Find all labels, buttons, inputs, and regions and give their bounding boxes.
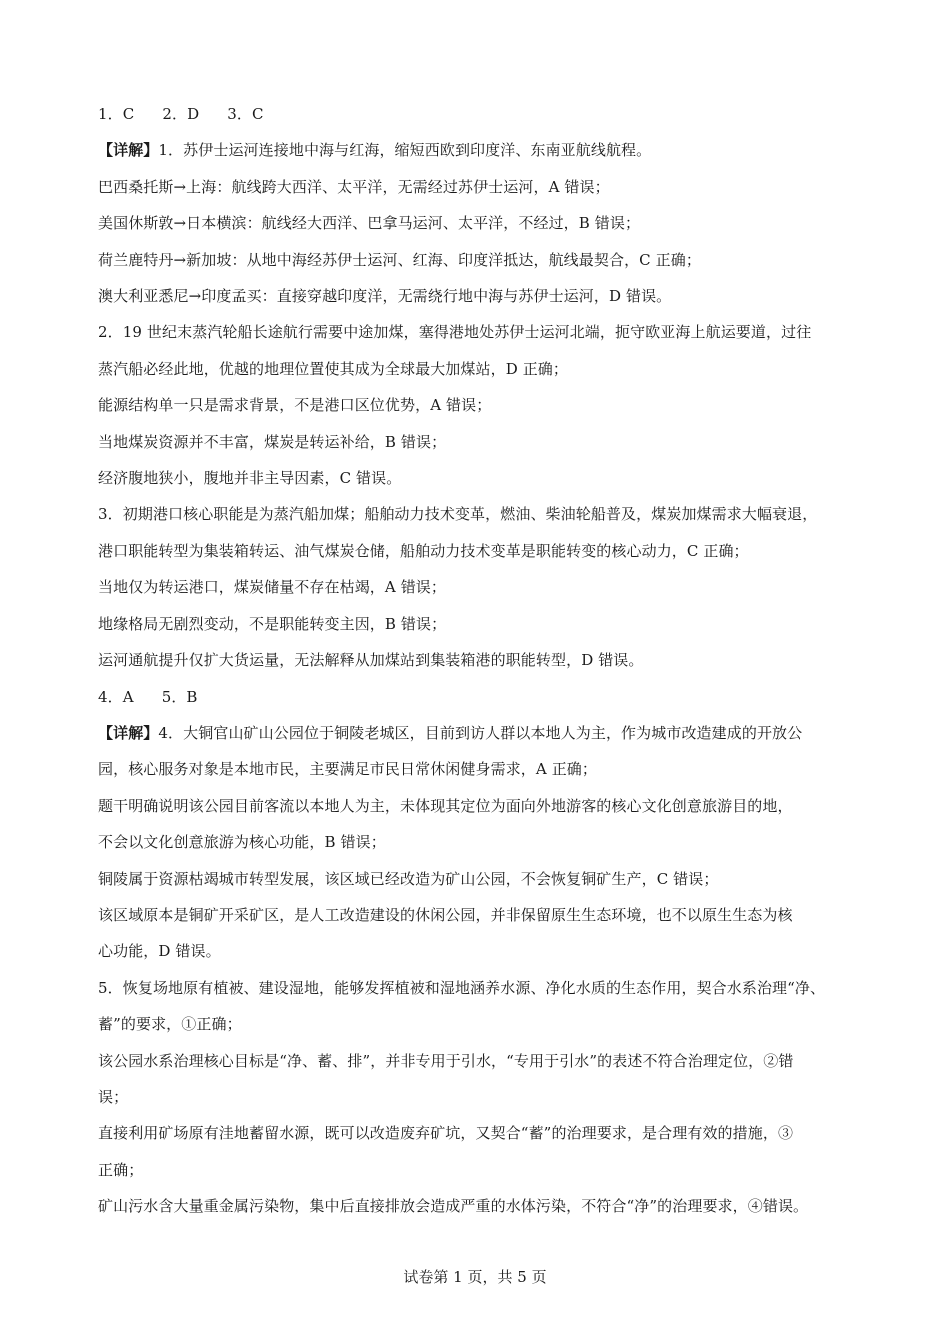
answer-row-2: [98, 679, 858, 715]
text-line: 能源结构单一只是需求背景，不是港口区位优势，A 错误；: [98, 396, 492, 415]
text-line: 铜陵属于资源枯竭城市转型发展，该区域已经改造为矿山公园，不会恢复铜矿生产，C 错误；: [98, 869, 719, 888]
text-line: 心功能，D 错误。: [98, 942, 221, 961]
text-line: 经济腹地狭小，腹地并非主导因素，C 错误。: [98, 469, 402, 488]
text-line: 5．恢复场地原有植被、建设湿地，能够发挥植被和湿地涵养水源、净化水质的生态作用，契合水系治理“净、: [98, 978, 826, 997]
answer-row-1: [98, 96, 858, 132]
answer-1: 1．C: [98, 105, 135, 123]
text-line: 巴西桑托斯→上海：航线跨大西洋、太平洋，无需经过苏伊士运河，A 错误；: [98, 177, 610, 196]
document-body: [98, 96, 858, 1225]
text-line: 1．苏伊士运河连接地中海与红海，缩短西欧到印度洋、东南亚航线航程。: [158, 141, 652, 160]
text-line: 该公园水系治理核心目标是“净、蓄、排”，并非专用于引水，“专用于引水”的表述不符合治理定位，②错: [98, 1051, 794, 1070]
answer-2: 2．D: [162, 105, 200, 123]
text-line: 荷兰鹿特丹→新加坡：从地中海经苏伊士运河、红海、印度洋抵达，航线最契合，C 正确；: [98, 250, 701, 269]
answer-4: 4．A: [98, 687, 134, 706]
detail-tag: 【详解】: [98, 141, 159, 160]
text-line: 蓄”的要求，①正确；: [98, 1015, 242, 1034]
text-line: 当地仅为转运港口，煤炭储量不存在枯竭，A 错误；: [98, 578, 447, 597]
text-line: 澳大利亚悉尼→印度孟买：直接穿越印度洋，无需绕行地中海与苏伊士运河，D 错误。: [98, 287, 672, 306]
page-footer: 试卷第 1 页，共 5 页: [403, 1268, 547, 1286]
text-line: 港口职能转型为集装箱转运、油气煤炭仓储，船舶动力技术变革是职能转变的核心动力，C 正确；: [98, 541, 749, 560]
text-line: 4．大铜官山矿山公园位于铜陵老城区，目前到访人群以本地人为主，作为城市改造建成的开放公: [158, 723, 803, 742]
text-line: 正确；: [98, 1160, 144, 1179]
text-line: 不会以文化创意旅游为核心功能，B 错误；: [98, 833, 386, 852]
text-line: 题干明确说明该公园目前客流以本地人为主，未体现其定位为面向外地游客的核心文化创意旅游目的地，: [98, 796, 793, 815]
text-line: 该区域原本是铜矿开采矿区，是人工改造建设的休闲公园，并非保留原生生态环境，也不以原生生态为核: [98, 905, 793, 924]
text-line: 地缘格局无剧烈变动，不是职能转变主因，B 错误；: [98, 614, 447, 633]
text-line: 美国休斯敦→日本横滨：航线经大西洋、巴拿马运河、太平洋，不经过，B 错误；: [98, 214, 641, 233]
text-line: 矿山污水含大量重金属污染物，集中后直接排放会造成严重的水体污染，不符合“净”的治理要求，④错误。: [98, 1197, 809, 1216]
text-line: 直接利用矿场原有洼地蓄留水源，既可以改造废弃矿坑，又契合“蓄”的治理要求，是合理有效的措施，③: [98, 1124, 794, 1143]
text-line: 园，核心服务对象是本地市民，主要满足市民日常休闲健身需求，A 正确；: [98, 760, 598, 779]
detail-paragraph: [98, 715, 858, 751]
detail-paragraph: [98, 132, 858, 168]
text-line: 误；: [98, 1087, 129, 1106]
text-line: 蒸汽船必经此地，优越的地理位置使其成为全球最大加煤站，D 正确；: [98, 359, 568, 378]
text-line: 当地煤炭资源并不丰富，煤炭是转运补给，B 错误；: [98, 432, 447, 451]
detail-tag: 【详解】: [98, 723, 159, 742]
text-line: 2．19 世纪末蒸汽轮船长途航行需要中途加煤，塞得港地处苏伊士运河北端，扼守欧亚海上航运要道，过往: [98, 323, 812, 342]
text-line: 运河通航提升仅扩大货运量，无法解释从加煤站到集装箱港的职能转型，D 错误。: [98, 651, 644, 670]
answer-5: 5．B: [161, 687, 198, 706]
answer-3: 3．C: [227, 105, 264, 123]
text-line: 3．初期港口核心职能是为蒸汽船加煤；船舶动力技术变革，燃油、柴油轮船普及，煤炭加煤需求大幅衰退，: [98, 505, 818, 524]
